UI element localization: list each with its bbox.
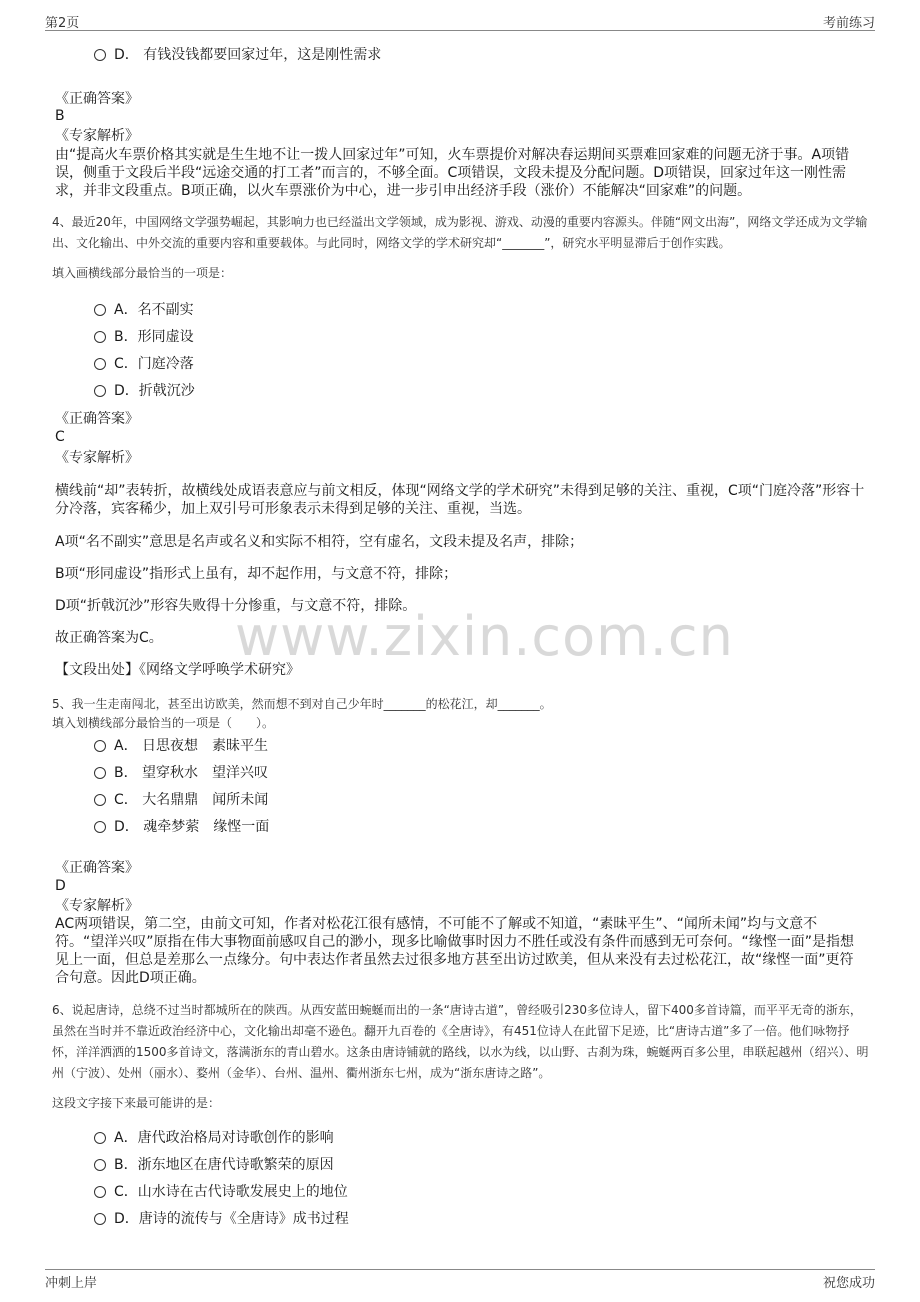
radio-icon[interactable]	[94, 1186, 106, 1198]
q3-analysis: 由“提高火车票价格其实就是生生地不让一拨人回家过年”可知，火车票提价对解决春运期间买票难回家难的问题无济于事。A项错误，侧重于文段后半段“远途交通的打工者”而言的，不够全面。C项错误，文段未提及分配问题。D项错误，回家过年这一刚性需求，并非文段重点。B项正确，以火车票涨价为中心，进一步引申出经济手段（涨价）不能解决“回家难”的问题。	[55, 147, 850, 199]
q4-analysis-4: D项“折戟沉沙”形容失败得十分惨重，与文意不符，排除。	[55, 598, 417, 614]
q5-option-label: B． 望穿秋水 望洋兴叹	[114, 765, 269, 781]
q4-analysis-3: B项“形同虚设”指形式上虽有，却不起作用，与文意不符，排除；	[55, 566, 458, 582]
q3-option-d[interactable]	[94, 46, 381, 64]
q4-prompt: 填入画横线部分最恰当的一项是：	[52, 266, 233, 280]
q5-analysis-label: 《专家解析》	[55, 898, 139, 914]
q5-option-label: C． 大名鼎鼎 闻所未闻	[114, 792, 269, 808]
q6-option-label: B．浙东地区在唐代诗歌繁荣的原因	[114, 1157, 334, 1173]
q4-source: 【文段出处】《网络文学呼唤学术研究》	[55, 662, 300, 678]
radio-icon[interactable]	[94, 1213, 106, 1225]
q6-option-b[interactable]	[94, 1156, 334, 1174]
q4-option-label: D．折戟沉沙	[114, 383, 195, 399]
q4-analysis-label: 《专家解析》	[55, 450, 139, 466]
q6-stem: 6、说起唐诗，总绕不过当时都城所在的陕西。从西安蓝田蜿蜒而出的一条“唐诗古道”，曾经吸引230多位诗人，留下400多首诗篇，而平平无奇的浙东，虽然在当时并不靠近政治经济中心，文化输出却毫不逊色。翻开九百卷的《全唐诗》，有451位诗人在此留下足迹，比“唐诗古道”多了一倍。他们咏物抒怀，洋洋洒洒的1500多首诗文，落满浙东的青山碧水。这条由唐诗铺就的路线，以水为线，以山野、古刹为珠，蜿蜒两百多公里，串联起越州（绍兴）、明州（宁波）、处州（丽水）、婺州（金华）、台州、温州、衢州浙东七州，成为“浙东唐诗之路”。	[52, 1003, 869, 1080]
q6-option-a[interactable]	[94, 1129, 334, 1147]
q5-option-c[interactable]	[94, 791, 268, 809]
q5-option-label: D． 魂牵梦萦 缘悭一面	[114, 819, 270, 835]
radio-icon[interactable]	[94, 767, 106, 779]
q4-option-label: A．名不副实	[114, 302, 194, 318]
q4-stem: 4、最近20年，中国网络文学强势崛起，其影响力也已经溢出文学领域，成为影视、游戏、动漫的重要内容源头。伴随“网文出海”，网络文学还成为文学输出、文化输出、中外交流的重要内容和重要载体。与此同时，网络文学的学术研究却“_______”，研究水平明显滞后于创作实践。	[52, 215, 868, 250]
radio-icon[interactable]	[94, 304, 106, 316]
q5-option-a[interactable]	[94, 737, 268, 755]
watermark: www.zixin.com.cn	[235, 605, 734, 668]
q3-analysis-label: 《专家解析》	[55, 128, 139, 144]
page-footer	[45, 1269, 875, 1294]
q6-option-label: C．山水诗在古代诗歌发展史上的地位	[114, 1184, 348, 1200]
footer-right: 祝您成功	[822, 1276, 875, 1291]
radio-icon[interactable]	[94, 1159, 106, 1171]
radio-icon[interactable]	[94, 49, 106, 61]
q5-answer: D	[55, 878, 66, 894]
q4-answer-label: 《正确答案》	[55, 411, 139, 427]
radio-icon[interactable]	[94, 331, 106, 343]
q4-answer: C	[55, 429, 65, 445]
q5-option-label: A． 日思夜想 素昧平生	[114, 738, 269, 754]
radio-icon[interactable]	[94, 821, 106, 833]
q6-option-d[interactable]	[94, 1210, 349, 1228]
radio-icon[interactable]	[94, 794, 106, 806]
q5-answer-label: 《正确答案》	[55, 860, 139, 876]
page-number: 第2页	[45, 16, 80, 31]
q4-option-label: B．形同虚设	[114, 329, 194, 345]
q4-option-label: C．门庭冷落	[114, 356, 194, 372]
q3-option-d-label: D． 有钱没钱都要回家过年，这是刚性需求	[114, 47, 382, 63]
q4-option-d[interactable]	[94, 382, 195, 400]
q5-analysis: AC两项错误，第二空，由前文可知，作者对松花江很有感情，不可能不了解或不知道，“素昧平生”、“闻所未闻”均与文意不符。“望洋兴叹”原指在伟大事物面前感叹自己的渺小，现多比喻做事时因力不胜任或没有条件而感到无可奈何。“缘悭一面”是指想见上一面，但总是差那么一点缘分。句中表达作者虽然去过很多地方甚至出访过欧美，但从来没有去过松花江，故“缘悭一面”更符合句意。因此D项正确。	[55, 916, 855, 986]
q5-prompt: 填入划横线部分最恰当的一项是（ ）。	[52, 716, 275, 730]
page-header	[45, 12, 875, 31]
q6-option-label: D．唐诗的流传与《全唐诗》成书过程	[114, 1211, 349, 1227]
footer-left: 冲刺上岸	[45, 1276, 98, 1291]
q4-option-a[interactable]	[94, 301, 194, 319]
radio-icon[interactable]	[94, 1132, 106, 1144]
radio-icon[interactable]	[94, 385, 106, 397]
q6-option-label: A．唐代政治格局对诗歌创作的影响	[114, 1130, 334, 1146]
q6-prompt: 这段文字接下来最可能讲的是：	[52, 1096, 221, 1110]
q4-analysis-5: 故正确答案为C。	[55, 630, 163, 646]
q3-answer-label: 《正确答案》	[55, 91, 139, 107]
q4-analysis-1: 横线前“却”表转折，故横线处成语表意应与前文相反，体现“网络文学的学术研究”未得到足够的关注、重视，C项“门庭冷落”形容十分冷落，宾客稀少，加上双引号可形象表示未得到足够的关注、重视，当选。	[55, 483, 865, 517]
q6-option-c[interactable]	[94, 1183, 348, 1201]
header-title: 考前练习	[822, 16, 875, 31]
q4-option-b[interactable]	[94, 328, 194, 346]
q3-answer: B	[55, 108, 65, 124]
q5-option-b[interactable]	[94, 764, 268, 782]
q5-option-d[interactable]	[94, 818, 269, 836]
q5-stem: 5、我一生走南闯北，甚至出访欧美，然而想不到对自己少年时_______的松花江，却_______。	[52, 697, 552, 711]
radio-icon[interactable]	[94, 358, 106, 370]
radio-icon[interactable]	[94, 740, 106, 752]
q4-analysis-2: A项“名不副实”意思是名声或名义和实际不相符，空有虚名，文段未提及名声，排除；	[55, 534, 584, 550]
q4-option-c[interactable]	[94, 355, 194, 373]
